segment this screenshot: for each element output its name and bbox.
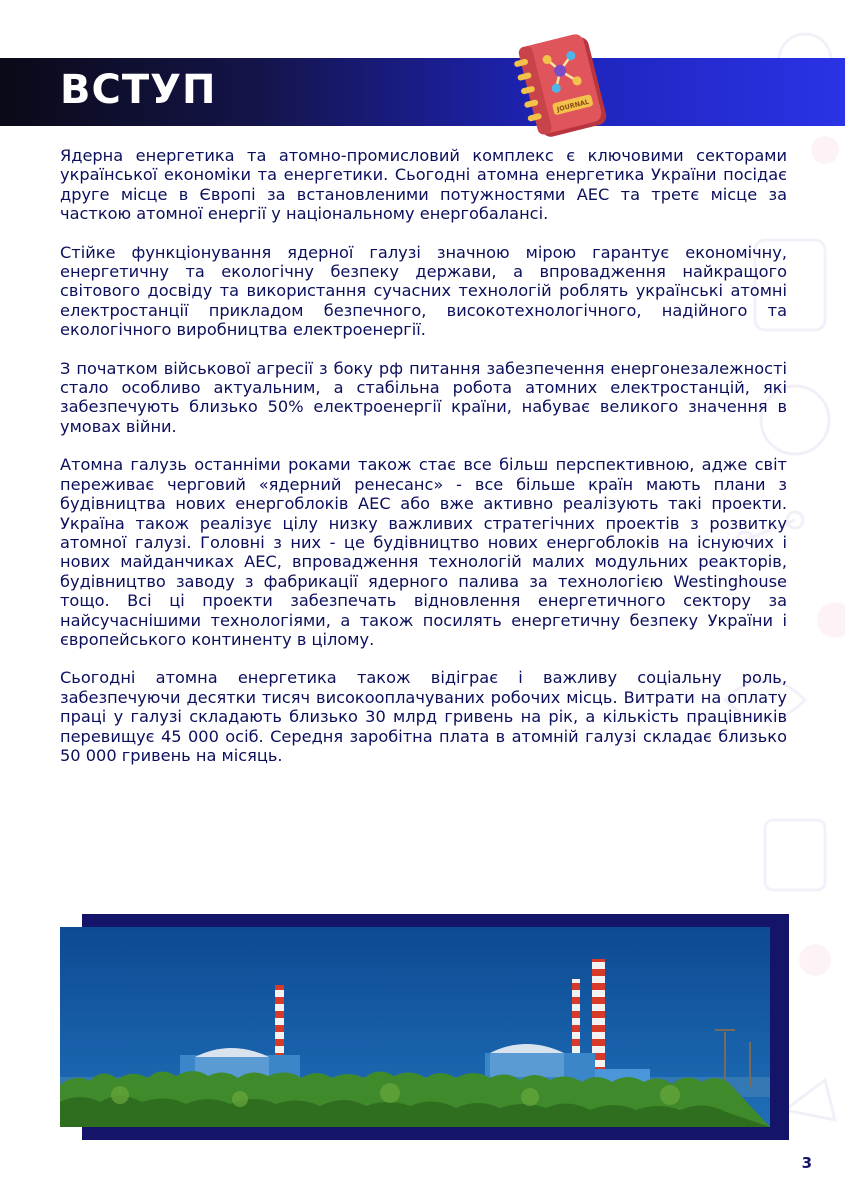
- paragraph-4: Атомна галузь останніми роками також стає все більш перспективною, адже світ переживає черговий «ядерний ренесанс» - все більше країн мають плани з будівництва нових енергоблоків АЕС або вже активно реалізують такі проекти. Україна також реалізує цілу низку важливих стратегічних проектів з розвитку атомної галузі. Головні з них - це будівництво нових енергоблоків на існуючих і нових майданчиках АЕС, впровадження технологій малих модульних реакторів, будівництво заводу з фабрикації ядерного палива за технологією Westinghouse тощо. Всі ці проекти забезпечать відновлення енергетичного сектору за найсучаснішими технологіями, а також посилять енергетичну безпеку України і європейського континенту в цілому.: [60, 455, 787, 649]
- paragraph-2: Стійке функціонування ядерної галузі значною мірою гарантує економічну, енергетичну та екологічну безпеку держави, а впровадження найкращого світового досвіду та використання сучасних технологій роблять українські атомні електростанції прикладом безпечного, високотехнологічного, надійного та екологічного виробництва електроенергії.: [60, 242, 787, 340]
- page-title: ВСТУП: [60, 67, 217, 113]
- paragraph-1: Ядерна енергетика та атомно-промисловий комплекс є ключовими секторами української економіки та енергетики. Сьогодні атомна енергетика України посідає друге місце в Європі за встановленими потужностями АЕС та третє місце за часткою атомної енергії у національному енергобалансі.: [60, 146, 787, 224]
- power-plant-photo: [60, 927, 770, 1127]
- notebook-icon: [510, 26, 620, 146]
- page-number: 3: [801, 1154, 812, 1172]
- paragraph-3: З початком військової агресії з боку рф питання забезпечення енергонезалежності стало особливо актуальним, а стабільна робота атомних електростанцій, які забезпечують близько 50% електроенергії країни, набуває великого значення в умовах війни.: [60, 358, 787, 436]
- nuclear-power-plant-illustration: [60, 927, 770, 1127]
- paragraph-5: Сьогодні атомна енергетика також відіграє і важливу соціальну роль, забезпечуючи десятки тисяч високооплачуваних робочих місць. Витрати на оплату праці у галузі складають близько 30 млрд гривень на рік, а кількість працівників перевищує 45 000 осіб. Середня заробітна плата в атомній галузі складає близько 50 000 гривень на місяць.: [60, 668, 787, 765]
- notebook-label: JOURNAL: [556, 97, 590, 114]
- body-text: [60, 146, 787, 784]
